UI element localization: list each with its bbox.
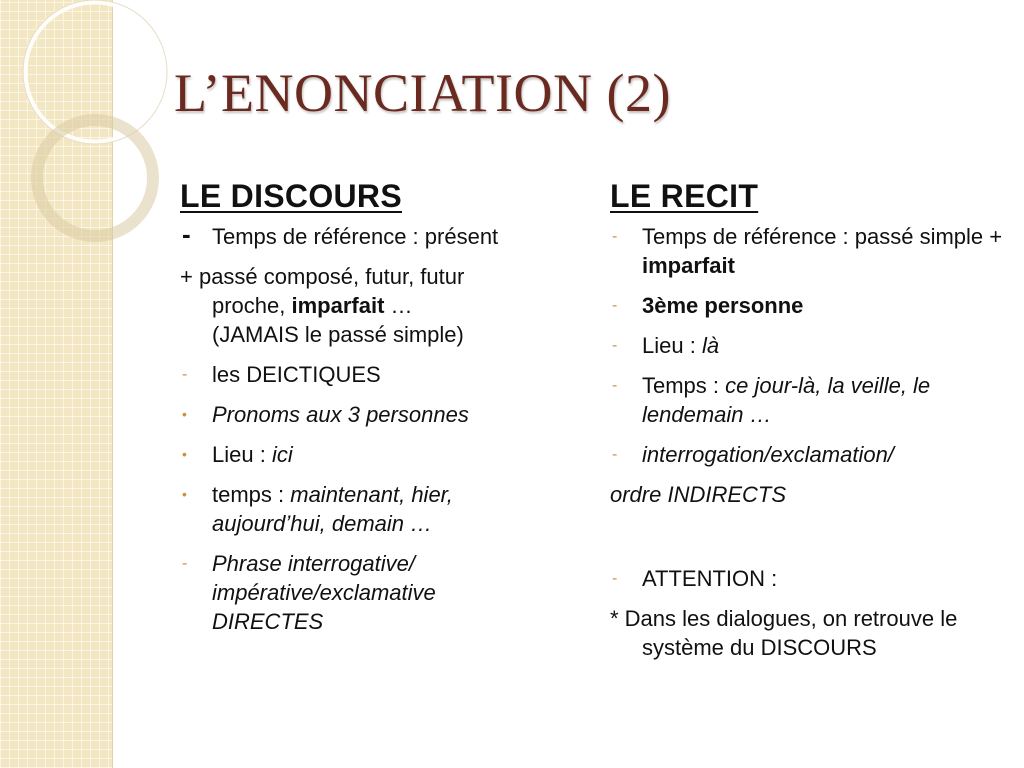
recit-personne: - 3ème personne [612, 293, 804, 318]
recit-temps-deictiques: - Temps : ce jour-là, la veille, le lendemain … [612, 373, 931, 427]
discours-heading: LE DISCOURS [180, 178, 402, 214]
bullet-dash-icon: - [612, 228, 618, 245]
decorative-rings [0, 0, 140, 260]
recit-temps-reference: - Temps de référence : passé simple + imparfait [612, 224, 1003, 278]
discours-lieu: • Lieu : ici [182, 442, 293, 467]
recit-ordre: ordre INDIRECTS [610, 482, 787, 507]
discours-phrase: - Phrase interrogative/ impérative/exclamative DIRECTES [182, 551, 436, 634]
discours-temps-complement: + passé composé, futur, futur proche, imparfait … (JAMAIS le passé simple) [180, 264, 465, 347]
slide-title: L’ENONCIATION (2) [174, 63, 671, 123]
bullet-dot-icon: • [182, 406, 187, 422]
bullet-dash-icon: - [182, 366, 188, 383]
discours-pronoms: • Pronoms aux 3 personnes [182, 402, 469, 427]
recit-interrogation: - interrogation/exclamation/ [612, 442, 894, 467]
recit-note: * Dans les dialogues, on retrouve le système du DISCOURS [610, 606, 958, 660]
recit-attention: - ATTENTION : [612, 566, 778, 591]
bullet-dash-icon: - [612, 446, 618, 463]
discours-temps-reference: - Temps de référence : présent [182, 219, 499, 249]
bullet-dot-icon: • [182, 486, 187, 502]
spacer [610, 520, 1010, 564]
discours-column [180, 176, 560, 647]
bullet-dash-icon: - [612, 570, 618, 587]
bullet-dash-icon: - [182, 219, 191, 249]
discours-temps-deictiques: • temps : maintenant, hier, aujourd’hui, demain … [182, 482, 453, 536]
bullet-dash-icon: - [612, 377, 618, 394]
recit-lieu: - Lieu : là [612, 333, 720, 358]
recit-column [610, 176, 1010, 673]
bullet-dot-icon: • [182, 446, 187, 462]
bullet-dash-icon: - [612, 297, 618, 314]
bullet-dash-icon: - [182, 555, 188, 572]
bullet-dash-icon: - [612, 337, 618, 354]
recit-heading: LE RECIT [610, 178, 759, 214]
discours-deictiques: - les DEICTIQUES [182, 362, 381, 387]
